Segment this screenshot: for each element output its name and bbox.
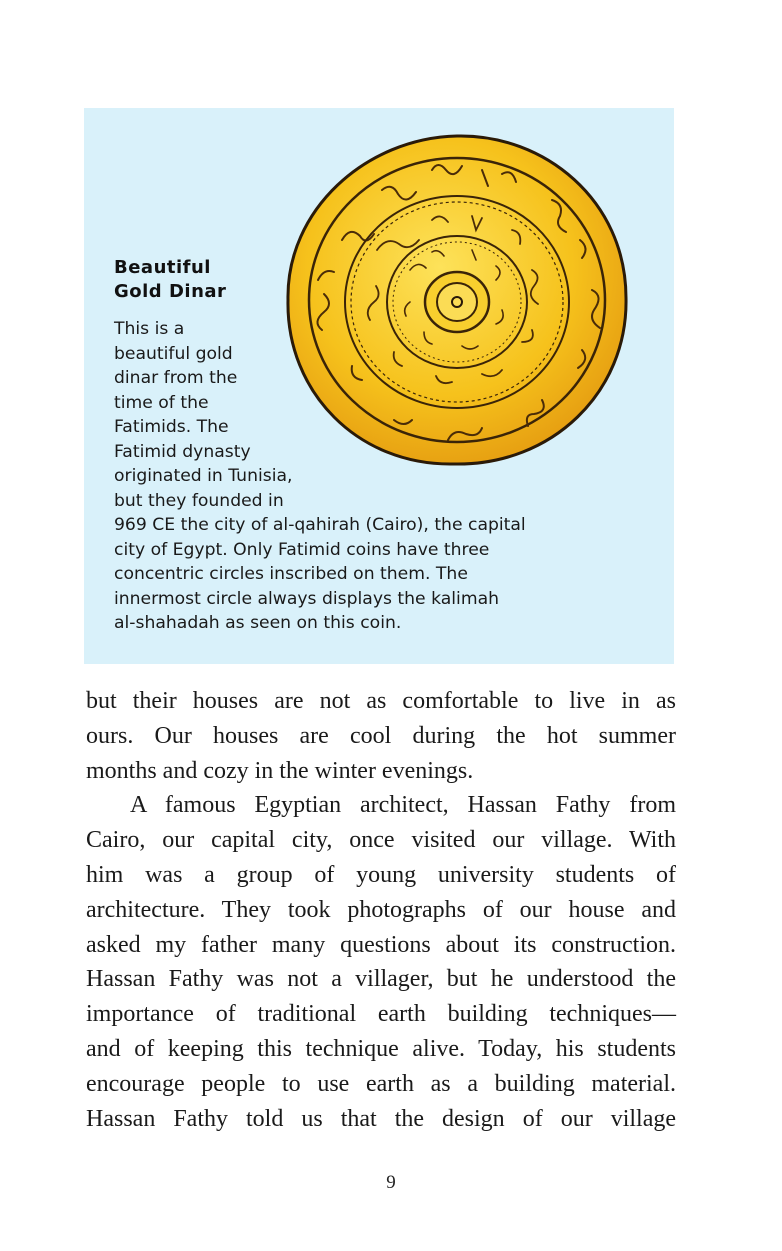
caption-line: city of Egypt. Only Fatimid coins have three: [114, 539, 490, 560]
caption-line: innermost circle always displays the kalimah: [114, 588, 499, 609]
body-line: ours. Our houses are cool during the hot summer: [86, 722, 676, 749]
body-line: importance of traditional earth building techniques—: [86, 1001, 676, 1028]
caption-line: al-shahadah as seen on this coin.: [114, 613, 402, 633]
caption-line: 969 CE the city of al-qahirah (Cairo), the capital: [114, 515, 526, 535]
caption-line: but they founded in: [114, 490, 284, 511]
body-line: encourage people to use earth as a building material.: [86, 1070, 676, 1097]
body-line: and of keeping this technique alive. Today, his students: [86, 1035, 676, 1062]
caption-line: beautiful gold: [114, 343, 233, 364]
sidebar-caption: [114, 317, 526, 636]
caption-line: Fatimids. The: [114, 417, 229, 437]
page-number: 9: [386, 1172, 396, 1193]
caption-line: Fatimid dynasty: [114, 441, 251, 462]
sidebar-title-line: Beautiful: [114, 257, 211, 278]
caption-line: dinar from the: [114, 368, 238, 388]
body-line: Cairo, our capital city, once visited our village. With: [86, 827, 676, 854]
body-line: architecture. They took photographs of our house and: [86, 896, 676, 923]
body-line: Hassan Fathy told us that the design of our village: [86, 1105, 676, 1132]
body-line: Hassan Fathy was not a villager, but he understood the: [86, 966, 676, 993]
body-line: him was a group of young university students of: [86, 861, 676, 888]
caption-line: This is a: [114, 319, 185, 339]
sidebar-title-line: Gold Dinar: [114, 281, 227, 302]
body-text: [86, 684, 676, 1136]
caption-line: originated in Tunisia,: [114, 466, 293, 486]
body-line: A famous Egyptian architect, Hassan Fathy from: [130, 792, 676, 819]
sidebar-title: [114, 256, 226, 304]
body-line: but their houses are not as comfortable to live in as: [86, 688, 676, 714]
caption-line: concentric circles inscribed on them. The: [114, 564, 468, 584]
body-line: asked my father many questions about its construction.: [86, 931, 676, 958]
caption-line: time of the: [114, 392, 209, 413]
body-line: months and cozy in the winter evenings.: [86, 757, 474, 784]
